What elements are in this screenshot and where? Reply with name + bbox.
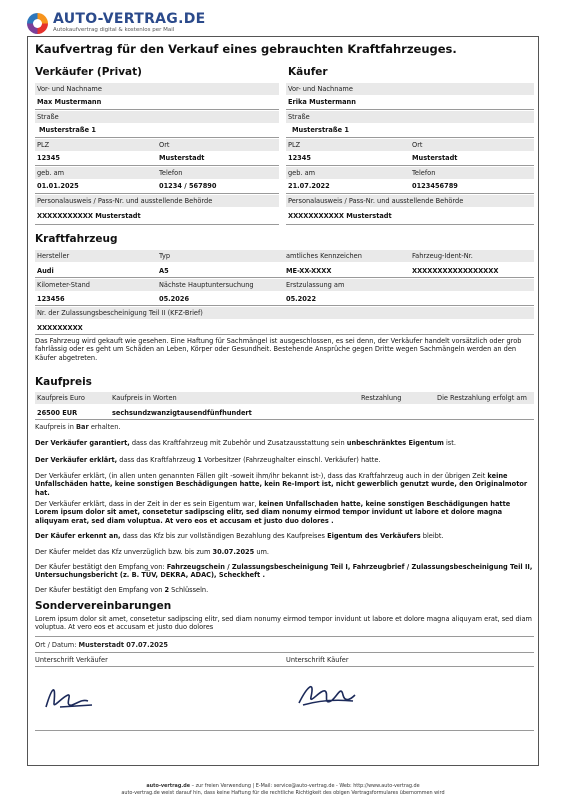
seller-dob: 01.01.2025 xyxy=(37,182,79,190)
clause-retention-of-title: Der Käufer erkennt an, dass das Kfz bis zur vollständigen Bezahlung des Kaufpreises Eigentum des Verkäufers bleibt. xyxy=(35,532,444,540)
price-euro-label: Kaufpreis Euro xyxy=(37,394,85,402)
seller-id: XXXXXXXXXXX Musterstadt xyxy=(37,212,141,220)
buyer-dob-label: geb. am xyxy=(288,169,316,177)
buyer-city: Musterstadt xyxy=(412,154,458,162)
special-text: Lorem ipsum dolor sit amet, consetetur sadipscing elitr, sed diam nonumy eirmod tempor invidunt ut labore et dolore magna aliquyam erat, sed diam voluptua. At vero eos et accusam et justo duo dolores xyxy=(35,615,532,632)
price-heading: Kaufpreis xyxy=(35,376,92,388)
vehicle-heading: Kraftfahrzeug xyxy=(35,233,118,245)
footer-line-2: auto-vertrag.de weist darauf hin, dass keine Haftung für die rechtliche Richtigkeit des obigen Vertragsformulares übernommen wird xyxy=(121,790,445,796)
buyer-dob: 21.07.2022 xyxy=(288,182,330,190)
seller-id-label: Personalausweis / Pass-Nr. und ausstellende Behörde xyxy=(37,197,213,205)
hu-value: 05.2026 xyxy=(159,295,190,303)
buyer-street-label: Straße xyxy=(288,113,310,121)
type-label: Typ xyxy=(159,252,171,260)
clause-guarantee: Der Verkäufer garantiert, dass das Kraftfahrzeug mit Zubehör und Zusatzausstattung sein unbeschränktes Eigentum ist. xyxy=(35,439,456,447)
vin-value: XXXXXXXXXXXXXXXXX xyxy=(412,267,499,275)
document-title: Kaufvertrag für den Verkauf eines gebrauchten Kraftfahrzeuges. xyxy=(35,42,457,56)
seller-city-label: Ort xyxy=(159,141,170,149)
special-heading: Sondervereinbarungen xyxy=(35,600,172,612)
seller-street: Musterstraße 1 xyxy=(39,126,96,134)
maker-value: Audi xyxy=(37,267,54,275)
warranty-text: Das Fahrzeug wird gekauft wie gesehen. Eine Haftung für Sachmängel ist ausgeschlossen, es sei denn, der Verkäufer handelt vorsätzlich oder grob fahrlässig oder es geht um Schäden an Leben, Körper oder Gesundheit. Bestehende Ansprüche gegen Dritte wegen Sachmängeln werden an den Käufer abgetreten. xyxy=(35,337,522,362)
seller-phone-label: Telefon xyxy=(159,169,183,177)
type-value: A5 xyxy=(159,267,169,275)
place-date: Ort / Datum: Musterstadt 07.07.2025 xyxy=(35,641,168,649)
seller-street-label: Straße xyxy=(37,113,59,121)
clause-keys: Der Käufer bestätigt den Empfang von 2 Schlüsseln. xyxy=(35,586,209,594)
reg-label: Erstzulassung am xyxy=(286,281,345,289)
reg-value: 05.2022 xyxy=(286,295,317,303)
zb2-label: Nr. der Zulassungsbescheinigung Teil II (KFZ-Brief) xyxy=(37,309,203,317)
hu-label: Nächste Hauptuntersuchung xyxy=(159,281,254,289)
buyer-name: Erika Mustermann xyxy=(288,98,356,106)
km-value: 123456 xyxy=(37,295,65,303)
km-label: Kilometer-Stand xyxy=(37,281,90,289)
logo-icon xyxy=(27,13,48,34)
buyer-city-label: Ort xyxy=(412,141,423,149)
seller-city: Musterstadt xyxy=(159,154,205,162)
brand-logo xyxy=(27,12,205,34)
maker-label: Hersteller xyxy=(37,252,70,260)
plate-value: ME-XX-XXXX xyxy=(286,267,332,275)
clause-previous-owners: Der Verkäufer erklärt, dass das Kraftfahrzeug 1 Vorbesitzer (Fahrzeughalter einschl. Verkäufer) hatte. xyxy=(35,456,381,464)
buyer-id: XXXXXXXXXXX Musterstadt xyxy=(288,212,392,220)
seller-phone: 01234 / 567890 xyxy=(159,182,217,190)
payment-received: Kaufpreis in Bar erhalten. xyxy=(35,423,121,431)
rest-label: Restzahlung xyxy=(361,394,402,402)
contract-frame xyxy=(27,36,539,766)
clause-registration: Der Käufer meldet das Kfz unverzüglich bzw. bis zum 30.07.2025 um. xyxy=(35,548,270,556)
clause-documents: Der Käufer bestätigt den Empfang von: Fahrzeugschein / Zulassungsbescheinigung Teil I, Fahrzeugbrief / Zulassungsbescheinigung Teil II, Untersuchungsbericht (z. B. TÜV, DEKRA, ADAC), Scheckheft . xyxy=(35,563,533,580)
buyer-zip: 12345 xyxy=(288,154,311,162)
logo-tagline: Autokaufvertrag digital & kostenlos per Mail xyxy=(53,27,175,33)
buyer-street: Musterstraße 1 xyxy=(292,126,349,134)
seller-name-label: Vor- und Nachname xyxy=(37,85,102,93)
buyer-name-label: Vor- und Nachname xyxy=(288,85,353,93)
clause-ownership-period: Der Verkäufer erklärt, dass in der Zeit in der es sein Eigentum war, keinen Unfallschaden hatte, keine sonstigen Beschädigungen hatte Lorem ipsum dolor sit amet, consetetur sadipscing elitr, sed diam nonumy eirmod tempor invidunt ut labore et dolore magna aliquyam erat, sed diam voluptua. At vero eos et accusam et justo duo dolores . xyxy=(35,500,511,525)
buyer-heading: Käufer xyxy=(288,66,328,78)
zb2-value: XXXXXXXXX xyxy=(37,324,83,332)
buyer-signature-icon xyxy=(293,675,359,715)
buyer-phone-label: Telefon xyxy=(412,169,436,177)
seller-zip-label: PLZ xyxy=(37,141,50,149)
seller-dob-label: geb. am xyxy=(37,169,65,177)
buyer-signature-label: Unterschrift Käufer xyxy=(286,656,349,664)
vin-label: Fahrzeug-Ident-Nr. xyxy=(412,252,473,260)
clause-condition: Der Verkäufer erklärt, (in allen unten genannten Fällen gilt -soweit ihm/ihr bekannt ist-), dass das Kraftfahrzeug auch in der übrigen Zeit keine Unfallschäden hatte, keine sonstigen Beschädigungen hatte, kein Re-Import ist, nicht gewerblich genutzt wurde, den Originalmotor hat. xyxy=(35,472,528,497)
seller-name: Max Mustermann xyxy=(37,98,102,106)
footer-line-1: auto-vertrag.de – zur freien Verwendung | E-Mail: service@auto-vertrag.de - Web: http://www.auto-vertrag.de xyxy=(146,783,420,789)
seller-signature-label: Unterschrift Verkäufer xyxy=(35,656,108,664)
logo-name: AUTO-VERTRAG.DE xyxy=(53,11,206,27)
price-words: sechsundzwanzigtausendfünfhundert xyxy=(112,409,252,417)
seller-heading: Verkäufer (Privat) xyxy=(35,66,142,78)
price-words-label: Kaufpreis in Worten xyxy=(112,394,177,402)
seller-signature-icon xyxy=(42,677,102,715)
buyer-phone: 0123456789 xyxy=(412,182,458,190)
price-euro: 26500 EUR xyxy=(37,409,78,417)
rest-date-label: Die Restzahlung erfolgt am xyxy=(437,394,527,402)
plate-label: amtliches Kennzeichen xyxy=(286,252,362,260)
buyer-zip-label: PLZ xyxy=(288,141,301,149)
seller-zip: 12345 xyxy=(37,154,60,162)
buyer-id-label: Personalausweis / Pass-Nr. und ausstellende Behörde xyxy=(288,197,464,205)
